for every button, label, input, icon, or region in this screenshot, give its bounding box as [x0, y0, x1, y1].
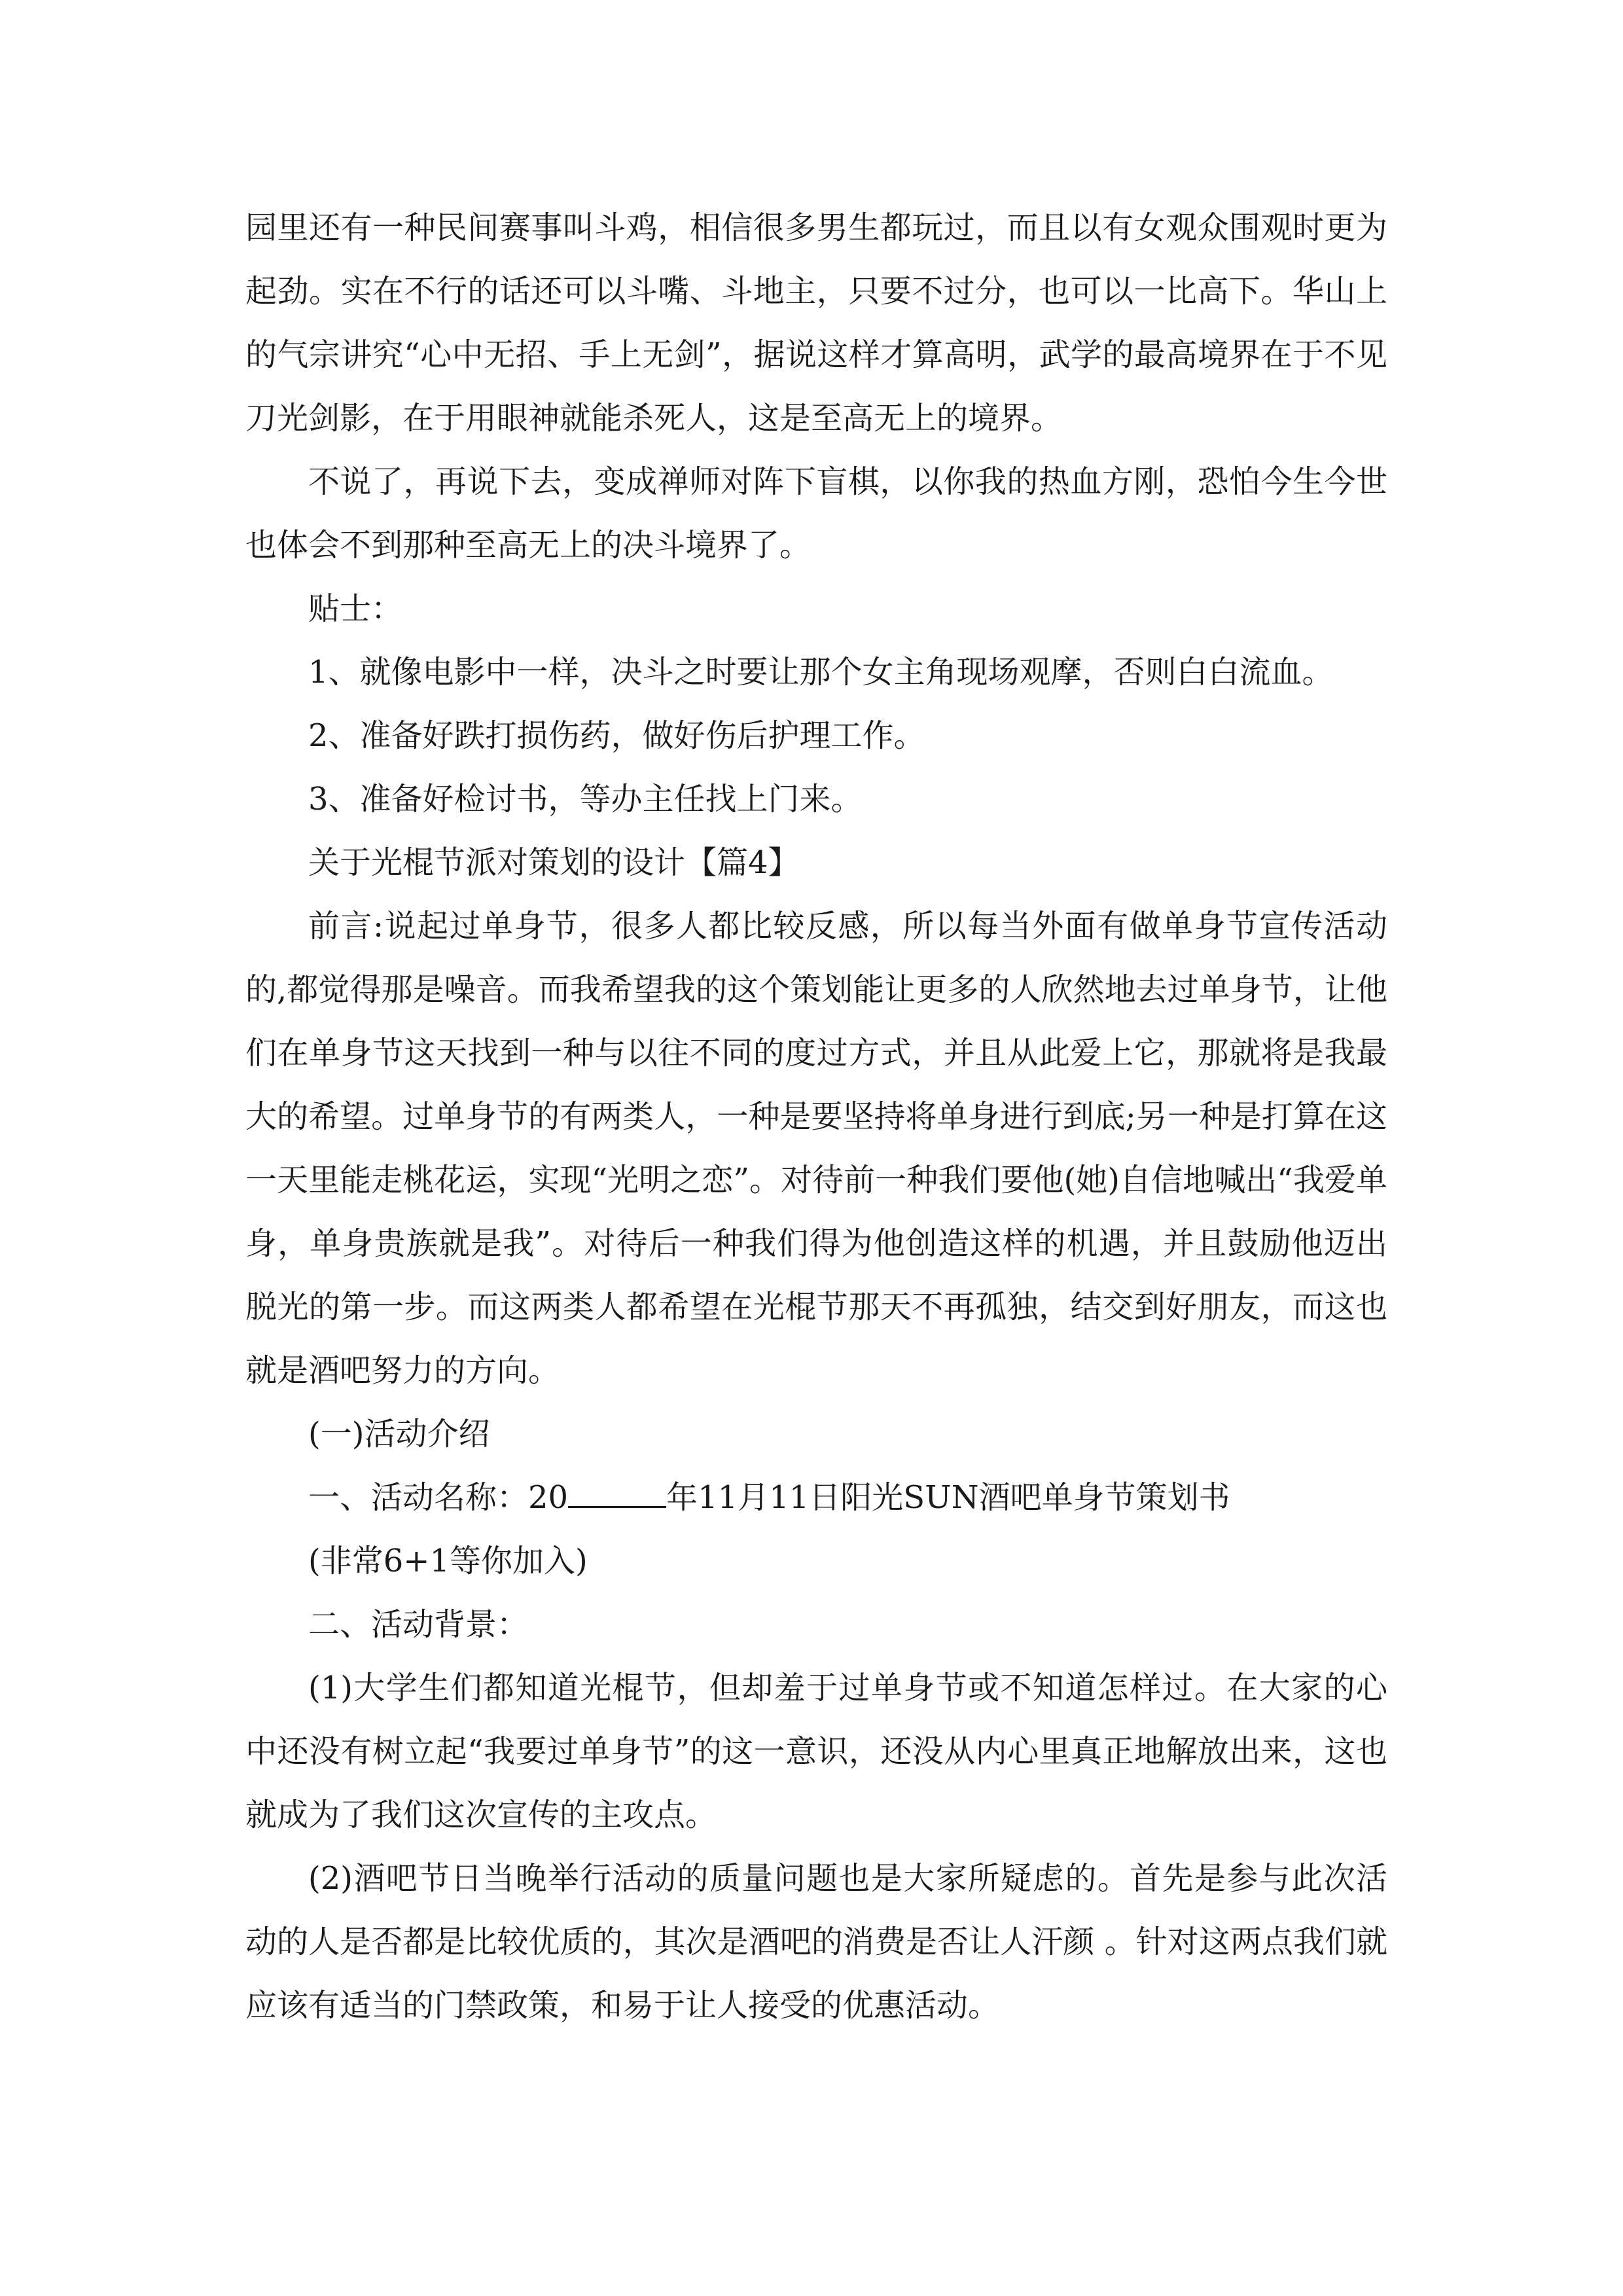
paragraph: (1)大学生们都知道光棍节，但却羞于过单身节或不知道怎样过。在大家的心中还没有树立起“我要过单身节”的这一意识，还没从内心里真正地解放出来，这也就成为了我们这次宣传的主攻点。 — [245, 1670, 1387, 1833]
subsection-heading: (一)活动介绍 — [308, 1416, 490, 1452]
tip-item: 3、准备好检讨书，等办主任找上门来。 — [308, 781, 863, 817]
document-body — [245, 196, 1387, 2037]
fill-in-blank — [568, 1480, 666, 1508]
paragraph: 园里还有一种民间赛事叫斗鸡，相信很多男生都玩过，而且以有女观众围观时更为起劲。实在不行的话还可以斗嘴、斗地主，只要不过分，也可以一比高下。华山上的气宗讲究“心中无招、手上无剑”，据说这样才算高明，武学的最高境界在于不见刀光剑影，在于用眼神就能杀死人，这是至高无上的境界。 — [245, 209, 1387, 437]
paragraph: 不说了，再说下去，变成禅师对阵下盲棋，以你我的热血方刚，恐怕今生今世也体会不到那种至高无上的决斗境界了。 — [245, 463, 1387, 564]
activity-name-prefix: 一、活动名称：20 — [308, 1479, 569, 1516]
tip-item: 2、准备好跌打损伤药，做好伤后护理工作。 — [308, 717, 925, 754]
paragraph: (2)酒吧节日当晚举行活动的质量问题也是大家所疑虑的。首先是参与此次活动的人是否都是比较优质的，其次是酒吧的消费是否让人汗颜 。针对这两点我们就应该有适当的门禁政策，和易于让人接受的优惠活动。 — [245, 1860, 1387, 2024]
activity-name-suffix: 年11月11日阳光SUN酒吧单身节策划书 — [666, 1479, 1230, 1516]
subsection-heading: 二、活动背景： — [308, 1606, 529, 1643]
section-heading: 关于光棍节派对策划的设计【篇4】 — [308, 844, 800, 881]
activity-name-line — [245, 1466, 1387, 1530]
tip-item: 1、就像电影中一样，决斗之时要让那个女主角现场观摩，否则白白流血。 — [308, 654, 1334, 691]
paragraph: 前言:说起过单身节，很多人都比较反感，所以每当外面有做单身节宣传活动的,都觉得那是噪音。而我希望我的这个策划能让更多的人欣然地去过单身节，让他们在单身节这天找到一种与以往不同的度过方式，并且从此爱上它，那就将是我最大的希望。过单身节的有两类人，一种是要坚持将单身进行到底;另一种是打算在这一天里能走桃花运，实现“光明之恋”。对待前一种我们要他(她)自信地喊出“我爱单身，单身贵族就是我”。对待后一种我们得为他创造这样的机遇，并且鼓励他迈出脱光的第一步。而这两类人都希望在光棍节那天不再孤独，结交到好朋友，而这也就是酒吧努力的方向。 — [245, 908, 1387, 1389]
paragraph: (非常6+1等你加入) — [308, 1543, 588, 1579]
tips-heading: 贴士： — [308, 590, 403, 627]
